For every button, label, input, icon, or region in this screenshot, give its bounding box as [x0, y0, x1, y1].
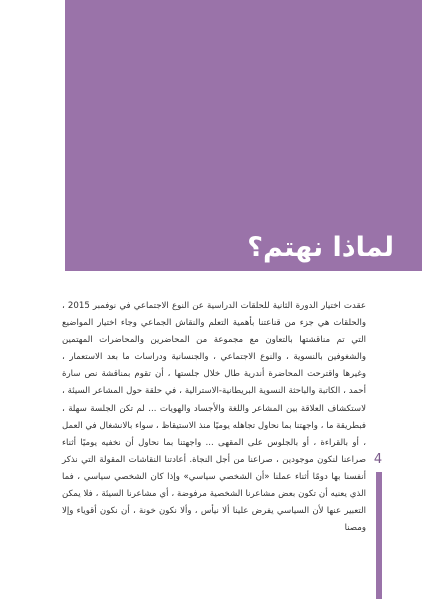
section-title: لماذا نهتم؟ — [247, 232, 394, 263]
page-number: 4 — [373, 452, 383, 467]
body-paragraph: عقدت اختيار الدورة الثانية للحلقات الدراسية عن النوع الاجتماعي في نوفمبر 2015 ، والحلقات هي جزء من قناعتنا بأهمية التعلم والنقاش الجماعي وجاء اختيار المواضيع التي تم مناقشتها بالتعاون مع مجموعة من المحاضرين والمحاضرات المهتمين والشغوفين بالنسوية ، والنوع الاجتماعي ، والجنسانية ودراسات ما بعد الاستعمار ، وغيرها واقترحت المحاضرة أندرية طال خلال جلستها ، أن تقوم بمناقشة نص سارة أحمد ، الكاتبة والباحثة النسوية البريطانية-الاسترالية ، في حلقة حول المشاعر السيئة ، لاستكشاف العلاقة بين المشاعر واللغة والأجساد والهويات ... لم تكن الجلسة سهلة ، فبطريقة ما ، واجهتنا بما نحاول تجاهله يوميًا منذ الاستيقاظ ، سواء بالانشغال في العمل ، أو بالقراءة ، أو بالجلوس على المقهى ... واجهتنا بما نحاول أن نخفيه يوميًا أثناء صراعنا لنكون موجودين ، صراعنا من أجل النجاة. أعادتنا النقاشات المقولة التي نذكر أنفسنا بها دومًا أثناء عملنا «أن الشخصي سياسي» وإذا كان الشخصي سياسي ، فما الذي يعنيه أن تكون بعض مشاعرنا الشخصية مرفوضة ، أي مشاعرنا السيئة ، فلا يمكن التعبير عنها لأن السياسي يفرض علينا ألا نيأس ، وألا نكون خونة ، أن نكون أقوياء وإلا ومصنا — [62, 301, 366, 534]
title-banner — [65, 0, 422, 271]
page-edge-bar — [376, 472, 382, 599]
